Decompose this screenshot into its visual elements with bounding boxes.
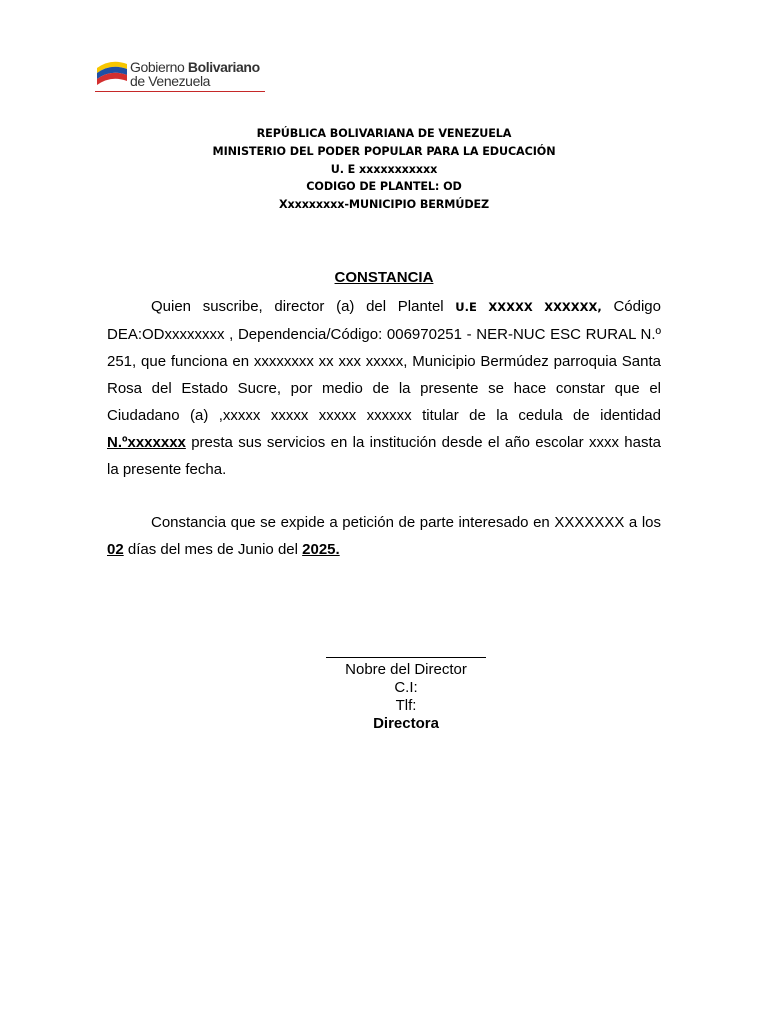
gobierno-bolivariano-logo	[95, 54, 267, 96]
header-ministry: MINISTERIO DEL PODER POPULAR PARA LA EDUCACIÓN	[212, 144, 556, 158]
plantel-name: U.E XXXXX XXXXXX,	[455, 300, 602, 314]
document-header	[100, 125, 668, 214]
cedula-number: N.ºxxxxxxx	[107, 434, 186, 451]
header-republic: REPÚBLICA BOLIVARIANA DE VENEZUELA	[256, 127, 512, 140]
director-phone: Tlf:	[395, 697, 417, 714]
logo-rule	[95, 91, 265, 92]
issue-day: 02	[107, 541, 124, 558]
issue-year: 2025.	[302, 541, 340, 558]
document-title: CONSTANCIA	[334, 269, 434, 286]
director-name: Nobre del Director	[345, 661, 467, 678]
document-body	[107, 293, 661, 563]
venezuela-flag-icon	[95, 56, 129, 88]
header-plantel-code: CODIGO DE PLANTEL: OD	[306, 180, 462, 194]
paragraph-issued: Constancia que se expide a petición de parte interesado en XXXXXXX a los 02 días del mes de Junio del 2025.	[107, 514, 661, 558]
logo-text-line2: de Venezuela	[130, 73, 211, 89]
header-school: U. E xxxxxxxxxxx	[330, 162, 438, 176]
logo-text-regular: Gobierno	[130, 59, 188, 75]
header-municipality: Xxxxxxxxx-MUNICIPIO BERMÚDEZ	[278, 198, 490, 212]
director-role: Directora	[373, 715, 439, 732]
director-ci: C.I:	[394, 679, 418, 696]
signature-line	[326, 657, 486, 658]
paragraph-main: Quien suscribe, director (a) del Plantel U.E XXXXX XXXXXX, Código DEA:ODxxxxxxxx , Dependencia/Código: 006970251 - NER-NUC ESC RURAL N.º 251, que funciona en xxxxxxxx xx xxx xxxxx, Municipio Bermúdez parroquia Santa Rosa del Estado Sucre, por medio de la presente se hace constar que el Ciudadano (a) ,xxxxx xxxxx xxxxx xxxxxx titular de la cedula de identidad N.ºxxxxxxx presta sus servicios en la institución desde el año escolar xxxx hasta la presente fecha.	[107, 298, 661, 478]
signature-block	[300, 641, 512, 733]
logo-text-bold: Bolivariano	[187, 59, 260, 75]
